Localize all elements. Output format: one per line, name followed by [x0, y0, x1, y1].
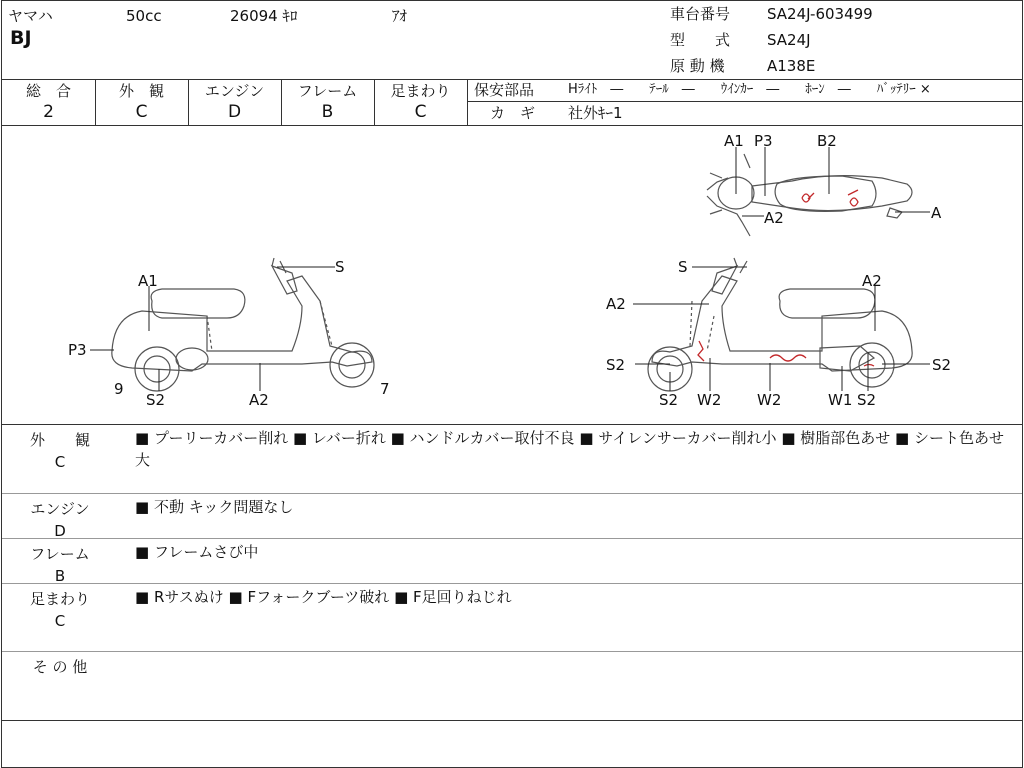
- label-left-s2: S2: [146, 391, 166, 409]
- notes-label: フレーム B: [30, 545, 90, 585]
- scooter-diagram: [2, 126, 1022, 424]
- rating-header-engine: エンジン: [204, 82, 265, 100]
- header: [2, 1, 1022, 79]
- frame-no-label: 車台番号: [670, 5, 731, 23]
- label-right-w2-center: W2: [757, 391, 782, 409]
- label-top-b2: B2: [817, 132, 837, 150]
- divider: [467, 79, 468, 125]
- label-top-a: A: [931, 204, 942, 222]
- notes-table: [2, 425, 1022, 767]
- rating-suspension: C: [414, 102, 427, 122]
- label-right-s2-rear: S2: [932, 356, 952, 374]
- callout-leaders: [90, 147, 930, 391]
- engine-value: A138E: [767, 57, 816, 75]
- notes-row-other: [2, 652, 1022, 721]
- label-right-a2-front: A2: [606, 295, 626, 313]
- notes-label: エンジン D: [30, 500, 90, 540]
- model-name: BJ: [10, 27, 32, 49]
- rating-header-exterior: 外 観: [118, 82, 164, 100]
- label-top-a1: A1: [724, 132, 744, 150]
- rating-header-frame: フレーム: [297, 82, 358, 100]
- callout-labels: [68, 132, 951, 409]
- rating-frame: B: [321, 102, 334, 122]
- engine-label: 原 動 機: [670, 57, 725, 75]
- key-value: 社外ｷｰ1: [568, 104, 623, 122]
- label-right-w1: W1: [828, 391, 853, 409]
- notes-row-suspension: [2, 584, 1022, 652]
- type-value: SA24J: [767, 31, 811, 49]
- label-top-a2: A2: [764, 209, 784, 227]
- label-right-s2-muffler: S2: [857, 391, 877, 409]
- label-right-w2-front: W2: [697, 391, 722, 409]
- label-left-p3: P3: [68, 341, 87, 359]
- label-left-s: S: [335, 258, 345, 276]
- label-left-a1: A1: [138, 272, 158, 290]
- divider: [467, 101, 1022, 102]
- notes-label: 足まわり C: [29, 590, 90, 630]
- safety-items: Hﾗｲﾄ ― ﾃｰﾙ ― ｳｲﾝｶｰ ― ﾎｰﾝ ― ﾊﾞｯﾃﾘｰ ×: [568, 82, 931, 97]
- damage-diagram: [2, 126, 1022, 424]
- rating-engine: D: [227, 102, 242, 122]
- divider: [2, 79, 1022, 80]
- rating-overall: 2: [43, 102, 54, 122]
- notes-row-frame: [2, 539, 1022, 584]
- type-label: 型 式: [670, 31, 731, 49]
- label-right-s2-front: S2: [606, 356, 626, 374]
- scooter-top-view: [707, 154, 912, 236]
- displacement: 50cc: [126, 7, 162, 25]
- maker: ヤマハ: [8, 7, 53, 25]
- notes-label: 外 観 C: [29, 431, 90, 471]
- safety-label: 保安部品: [474, 81, 535, 99]
- label-left-9: 9: [114, 380, 124, 398]
- label-right-s: S: [678, 258, 688, 276]
- damage-marks: [698, 190, 874, 366]
- notes-label: そ の 他: [32, 658, 88, 676]
- notes-row-exterior: [2, 425, 1022, 494]
- notes-text: ■ Rサスぬけ ■ Fフォークブーツ破れ ■ F足回りねじれ: [135, 588, 512, 606]
- notes-row-engine: [2, 494, 1022, 539]
- mileage: 26094 ｷﾛ: [230, 7, 298, 25]
- notes-text: ■ フレームさび中: [135, 543, 259, 561]
- label-left-7: 7: [380, 380, 390, 398]
- rating-header-suspension: 足まわり: [390, 82, 451, 100]
- frame-no: SA24J-603499: [767, 5, 873, 23]
- label-left-a2: A2: [249, 391, 269, 409]
- label-top-p3: P3: [754, 132, 773, 150]
- label-right-s2-wheel: S2: [659, 391, 679, 409]
- notes-text: ■ 不動 キック問題なし: [135, 498, 294, 516]
- key-label: カ ギ: [490, 104, 536, 122]
- inspection-sheet: [1, 0, 1023, 768]
- rating-header-overall: 総 合: [25, 82, 71, 100]
- label-right-a2-rear: A2: [862, 272, 882, 290]
- color: ｱｵ: [392, 7, 408, 25]
- rating-exterior: C: [135, 102, 148, 122]
- notes-text: ■ プーリーカバー削れ ■ レバー折れ ■ ハンドルカバー取付不良 ■ サイレンサーカバー削れ小 ■ 樹脂部色あせ ■ シート色あせ大: [135, 429, 1004, 469]
